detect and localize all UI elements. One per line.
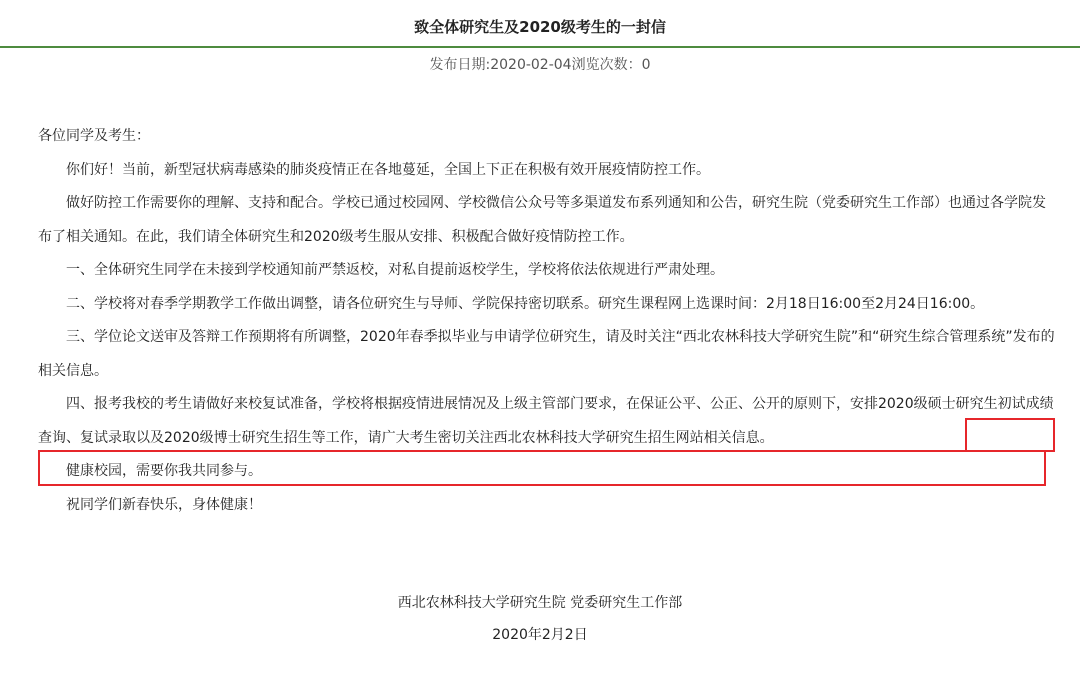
salutation: 各位同学及考生： (38, 128, 150, 144)
paragraph-blessing: 祝同学们新春快乐，身体健康！ (66, 496, 262, 513)
article-meta: 发布日期:2020-02-04浏览次数：0 (429, 57, 651, 73)
signature-date: 2020年2月2日 (492, 627, 588, 643)
paragraph-item-4: 四、报考我校的考生请做好来校复试准备，学校将根据疫情进展情况及上级主管部门要求，在保证公平、公正、公开的原则下，安排2020级硕士研究生初试成绩查询、复试录取以及2020级博士研究生招生等工作，请广大考生密切关注西北农林科技大学研究生招生网站相关信息。 (38, 396, 1054, 446)
signature-org: 西北农林科技大学研究生院 党委研究生工作部 (397, 595, 683, 611)
paragraph-healthy-campus: 健康校园，需要你我共同参与。 (66, 463, 262, 479)
article-title: 致全体研究生及2020级考生的一封信 (414, 18, 666, 36)
paragraph-cooperation: 做好防控工作需要你的理解、支持和配合。学校已通过校园网、学校微信公众号等多渠道发布系列通知和公告，研究生院（党委研究生工作部）也通过各学院发布了相关通知。在此，我们请全体研究生和2020级考生服从安排、积极配合做好疫情防控工作。 (38, 195, 1046, 245)
highlight-box-top (965, 418, 1055, 452)
paragraph-item-2: 二、学校将对春季学期教学工作做出调整，请各位研究生与导师、学院保持密切联系。研究生课程网上选课时间：2月18日16:00至2月24日16:00。 (66, 295, 985, 312)
title-divider (0, 46, 1080, 48)
paragraph-item-3: 三、学位论文送审及答辩工作预期将有所调整，2020年春季拟毕业与申请学位研究生，请及时关注“西北农林科技大学研究生院”和“研究生综合管理系统”发布的相关信息。 (38, 329, 1055, 379)
paragraph-item-1: 一、全体研究生同学在未接到学校通知前严禁返校，对私自提前返校学生，学校将依法依规进行严肃处理。 (66, 262, 724, 278)
paragraph-greeting: 你们好！当前，新型冠状病毒感染的肺炎疫情正在各地蔓延，全国上下正在积极有效开展疫情防控工作。 (66, 161, 710, 178)
highlight-box-bottom (38, 450, 1046, 486)
